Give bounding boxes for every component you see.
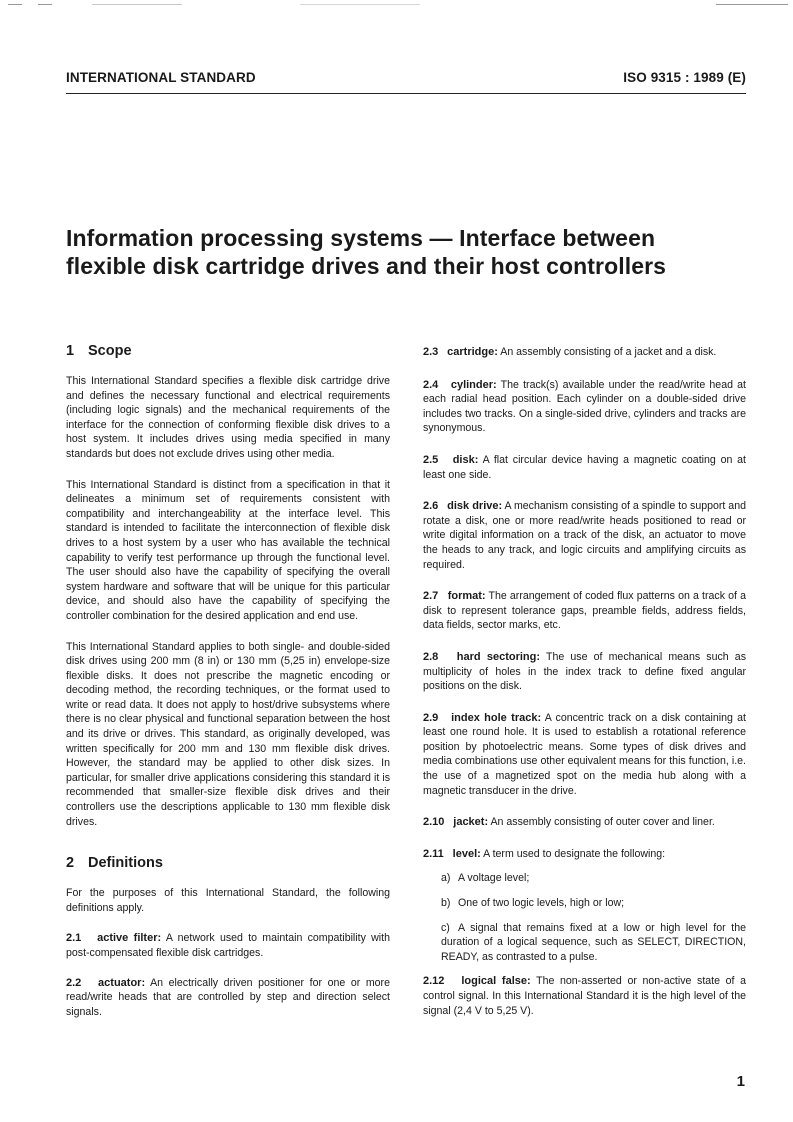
crop-mark [38, 4, 52, 5]
definitions-intro: For the purposes of this International Standard, the following definitions apply. [66, 887, 390, 914]
list-item: c) A signal that remains fixed at a low or high level for the duration of a logical sequence, such as SELECT, DIRECTION, READY, as contrasted to a pulse. [441, 921, 746, 963]
title-line-1: Information processing systems — Interface between [66, 225, 656, 251]
level-list [423, 871, 746, 964]
definition-2-12: 2.12 logical false: The non-asserted or non-active state of a control signal. In this International Standard it is the high level of the signal (2,4 V to 5,25 V). [423, 975, 746, 1017]
definition-2-4: 2.4 cylinder: The track(s) available under the read/write head at each radial head position. Each cylinder on a double-sided drive includes two tracks. On a single-sided drive, cylinders and tracks are synonymous. [423, 378, 746, 435]
definition-2-1: 2.1 active filter: A network used to maintain compatibility with post-compensated flexible disk cartridges. [66, 932, 390, 959]
crop-mark [8, 4, 22, 5]
definition-2-3: 2.3 cartridge: An assembly consisting of a jacket and a disk. [423, 346, 717, 358]
top-crop-marks [0, 0, 793, 12]
list-item: b) One of two logic levels, high or low; [441, 897, 625, 910]
scope-paragraph: This International Standard is distinct from a specification in that it delineates a minimum set of requirements consistent with compatibility and interchangeability at the interface level. This standard is intended to facilitate the interconnection of flexible disk drives to a host system by a user who has available the technical capability to verify test performance up through the functional level. The user should also have the capability of specifying the overall system hardware and software that will be unique for this particular device, and should also have the capability of specifying the controller combination for the desired application and end use. [66, 478, 390, 622]
header-rule [66, 93, 746, 94]
page-number: 1 [736, 1073, 745, 1090]
section-number: 1 [66, 343, 75, 359]
scope-paragraph: This International Standard applies to both single- and double-sided disk drives using 200 mm (8 in) or 130 mm (5,25 in) envelope-size flexible disks. It does not prescribe the magnetic encoding or decoding method, the recording techniques, or the format used to write or read data. It does not apply to host/drive subsystems where there is no clear physical and functional separation between the host and its drive or drives. This standard, as originally developed, was written specifically for 200 mm and 130 mm flexible disk drives. However, the standard may be applied to other disk sizes. In particular, for smaller drive applications considering this standard it is recommended that smaller-size flexible disk drives and their controllers use the descriptions applicable to 130 mm flexible disk drives. [66, 640, 390, 828]
header-doc-number: ISO 9315 : 1989 (E) [623, 70, 746, 85]
title-line-2: flexible disk cartridge drives and their host controllers [66, 253, 667, 279]
crop-mark [300, 4, 420, 5]
section-heading-definitions [66, 854, 390, 872]
scope-paragraph: This International Standard specifies a flexible disk cartridge drive and defines the necessary functional and electrical requirements (including logic signals) and the mechanical requirements of the interface for the connection of conforming flexible disk drives to a host system. It includes drives using media specified in many standards but does not exclude drives using other media. [66, 375, 390, 460]
crop-mark [92, 4, 182, 5]
section-title: Definitions [88, 855, 163, 872]
document-title [66, 224, 746, 280]
definition-2-11: 2.11 level: A term used to designate the following: [423, 847, 666, 860]
definition-2-9: 2.9 index hole track: A concentric track on a disk containing at least one round hole. It is used to establish a rotational reference position by photoelectric means. Some types of disk drives and media combinations use other equivalent means for this function, i.e. the use of a magnetized spot on the media hub along with a magnetic transducer in the drive. [423, 711, 746, 797]
crop-mark [716, 4, 788, 5]
definition-2-10: 2.10 jacket: An assembly consisting of outer cover and liner. [423, 816, 715, 829]
definition-2-7: 2.7 format: The arrangement of coded flux patterns on a track of a disk to represent tolerance gaps, preamble fields, address fields, data fields, sector marks, etc. [423, 590, 746, 632]
definition-2-8: 2.8 hard sectoring: The use of mechanical means such as multiplicity of holes in the index track to define fixed angular positions on the disk. [423, 650, 746, 693]
definition-2-2: 2.2 actuator: An electrically driven positioner for one or more read/write heads that are controlled by step and direction select signals. [66, 976, 390, 1018]
left-column [66, 342, 390, 1034]
right-column [423, 345, 746, 1033]
definition-2-5: 2.5 disk: A flat circular device having a magnetic coating on at least one side. [423, 453, 746, 481]
definition-2-6: 2.6 disk drive: A mechanism consisting of a spindle to support and rotate a disk, one or more read/write heads positioned to read or write digital information on a track of the disk, an actuator to move the heads to any track, and logic circuits and amplifying circuits as required. [423, 500, 746, 571]
header-doc-type: INTERNATIONAL STANDARD [66, 70, 256, 85]
section-title: Scope [88, 343, 132, 359]
section-heading-scope [66, 342, 390, 360]
page-header [66, 70, 746, 85]
list-item: a) A voltage level; [441, 872, 530, 885]
section-number: 2 [66, 855, 75, 872]
